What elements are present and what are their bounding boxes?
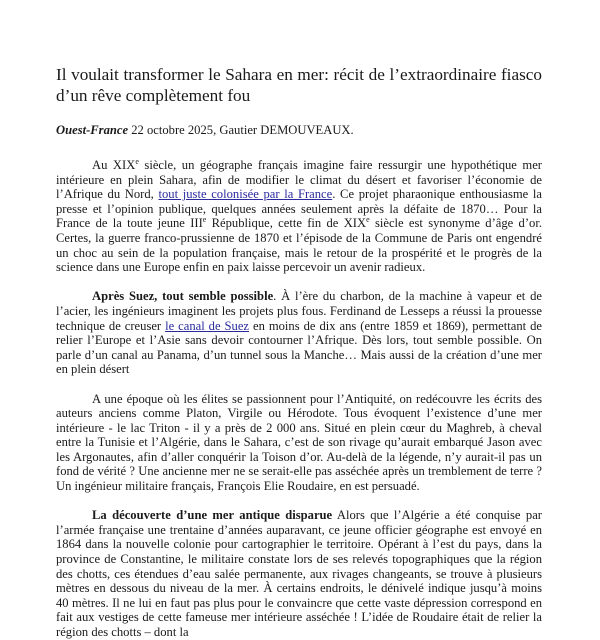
article-byline xyxy=(56,123,542,138)
text: siècle, un géographe français imagine faire ressurgir une hypothétique mer intérieure en plein Sahara, afin de modifier le climat du désert et favoriser l’économie de l’Afrique du Nord, xyxy=(56,158,542,202)
superscript: e xyxy=(202,215,207,225)
text: République, cette fin de XIX xyxy=(206,216,367,231)
link-canal-suez[interactable]: le canal de Suez xyxy=(165,318,250,333)
section-lead: Après Suez, tout semble possible xyxy=(92,289,274,304)
paragraph-antiquite: A une époque où les élites se passionnent pour l’Antiquité, on redécouvre les écrits des auteurs anciens comme Platon, Virgile ou Hérodote. Tous évoquent l’existence d’une mer intérieure - le lac Triton - il y a près de 2 000 ans. Situé en plein cœur du Maghreb, à cheval entre la Tunisie et l’Algérie, dans le Sahara, c’est de son rivage qu’aurait embarqué Jason avec les Argonautes, afin d’aller conquérir la Toison d’or. Au-delà de la légende, n’y aurait-il pas un fond de vérité ? Une ancienne mer ne se serait-elle pas asséchée après un tremblement de terre ? Un ingénieur militaire français, François Elie Roudaire, en est persuadé. xyxy=(56,391,542,494)
text: siècle est synonyme d’âge d’or. Certes, la guerre franco-prussienne de 1870 et l’épisode de la Commune de Paris ont engendré un choc au sein de la population française, mais le retour de la prospérité et le progrès de la science dans une Europe enfin en paix laisse percevoir un avenir radieux. xyxy=(56,216,542,275)
paragraph-suez xyxy=(56,289,542,377)
text: . À l’ère du charbon, de la machine à vapeur et de l’acier, les ingénieurs imaginent les projets plus fous. Ferdinand de Lesseps a réussi la prouesse technique de creuser xyxy=(56,289,542,333)
paragraph-decouverte xyxy=(56,508,542,639)
article-title: Il voulait transformer le Sahara en mer: récit de l’extraordinaire fiasco d’un rêve complètement fou xyxy=(56,65,542,105)
link-colonisee[interactable]: tout juste colonisée par la France xyxy=(158,187,333,202)
text: Au XIX xyxy=(92,158,136,172)
document-page xyxy=(56,64,542,640)
date-author: 22 octobre 2025, Gautier DEMOUVEAUX. xyxy=(128,123,354,137)
section-lead: La découverte d’une mer antique disparue xyxy=(92,508,333,523)
paragraph-intro xyxy=(56,158,542,275)
text: Alors que l’Algérie a été conquise par l’armée française une trentaine d’années auparavant, ce jeune officier géographe est envoyé en 1864 dans la nouvelle colonie pour cartographier le territoire. Opérant à l’est du pays, dans la province de Constantine, le militaire constate lors de ses relevés topographiques que la région des chotts, ces étendues d’eau salée permanente, aux rivages changeants, se trouve à plusieurs mètres en dessous du niveau de la mer. À certains endroits, le dénivelé indique jusqu’à moins 40 mètres. Il ne lui en faut pas plus pour le convaincre que cette vaste dépression correspond en fait aux vestiges de cette fameuse mer intérieure asséchée ! L’idée de Roudaire était de relier la région des chotts – dont la xyxy=(56,508,542,639)
superscript: e xyxy=(366,215,370,225)
text: en moins de dix ans (entre 1859 et 1869), permettant de relier l’Europe et l’Asie sans devoir contourner l’Afrique. Dès lors, tout semble possible. On parle d’un canal au Panama, d’un tunnel sous la Manche… Mais aussi de la création d’une mer en plein désert xyxy=(56,318,542,377)
source-name: Ouest-France xyxy=(56,123,129,137)
text: . Ce projet pharaonique enthousiasme la presse et l’opinion publique, quelques années seulement après la défaite de 1870… Pour la France de la toute jeune III xyxy=(56,187,542,231)
superscript: e xyxy=(135,157,139,166)
